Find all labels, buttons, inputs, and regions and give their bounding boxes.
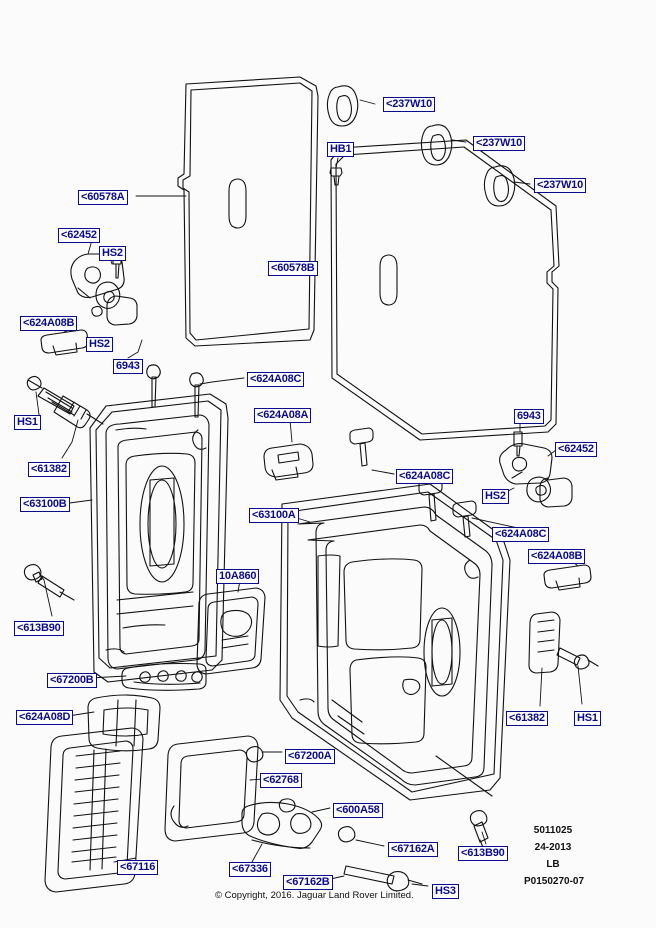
callout-613b90-left[interactable]: <613B90 [14,621,64,636]
doc-number: 5011025 [533,825,573,836]
callout-63100b[interactable]: <63100B [20,497,70,512]
callout-hs1-left[interactable]: HS1 [14,415,41,430]
callout-67200b[interactable]: <67200B [47,673,97,688]
callout-61382-left[interactable]: <61382 [28,462,70,477]
callout-62452-left[interactable]: <62452 [58,228,100,243]
doc-market: LB [546,859,560,870]
callout-hs2-right[interactable]: HS2 [482,489,509,504]
callout-hs1-right[interactable]: HS1 [574,711,601,726]
callout-624a08c-right[interactable]: <624A08C [492,527,549,542]
callout-6943-right[interactable]: 6943 [514,409,544,424]
callout-237w10-1[interactable]: <237W10 [383,97,435,112]
callout-624a08a[interactable]: <624A08A [254,408,311,423]
callout-67336[interactable]: <67336 [229,862,271,877]
callout-62452-right[interactable]: <62452 [555,442,597,457]
callout-624a08b-right[interactable]: <624A08B [528,549,585,564]
callout-624a08d[interactable]: <624A08D [16,710,73,725]
copyright-notice: © Copyright, 2016. Jaguar Land Rover Limited. [215,890,414,901]
callout-hs3[interactable]: HS3 [432,884,459,899]
callout-6943-left[interactable]: 6943 [113,359,143,374]
doc-date: 24-2013 [534,842,572,853]
callout-624a08b-left[interactable]: <624A08B [20,316,77,331]
callout-hs2-left-upper[interactable]: HS2 [99,246,126,261]
callout-237w10-2[interactable]: <237W10 [473,136,525,151]
callout-60578b[interactable]: <60578B [268,261,318,276]
callout-67162a[interactable]: <67162A [388,842,438,857]
callout-hs2-left-lower[interactable]: HS2 [86,337,113,352]
callout-10a860[interactable]: 10A860 [216,569,259,584]
callout-613b90-right[interactable]: <613B90 [458,846,508,861]
callout-67162b[interactable]: <67162B [283,875,333,890]
callout-61382-right[interactable]: <61382 [506,711,548,726]
callout-62768[interactable]: <62768 [260,773,302,788]
callout-hb1[interactable]: HB1 [327,142,354,157]
callout-67116[interactable]: <67116 [117,860,158,875]
doc-drawing-id: P0150270-07 [523,876,585,887]
callout-624a08c-upper[interactable]: <624A08C [247,372,304,387]
callout-600a58[interactable]: <600A58 [333,803,383,818]
callout-67200a[interactable]: <67200A [285,749,335,764]
callout-624a08c-mid[interactable]: <624A08C [396,469,453,484]
callout-237w10-3[interactable]: <237W10 [534,178,586,193]
callout-63100a[interactable]: <63100A [249,508,299,523]
callout-60578a[interactable]: <60578A [78,190,128,205]
